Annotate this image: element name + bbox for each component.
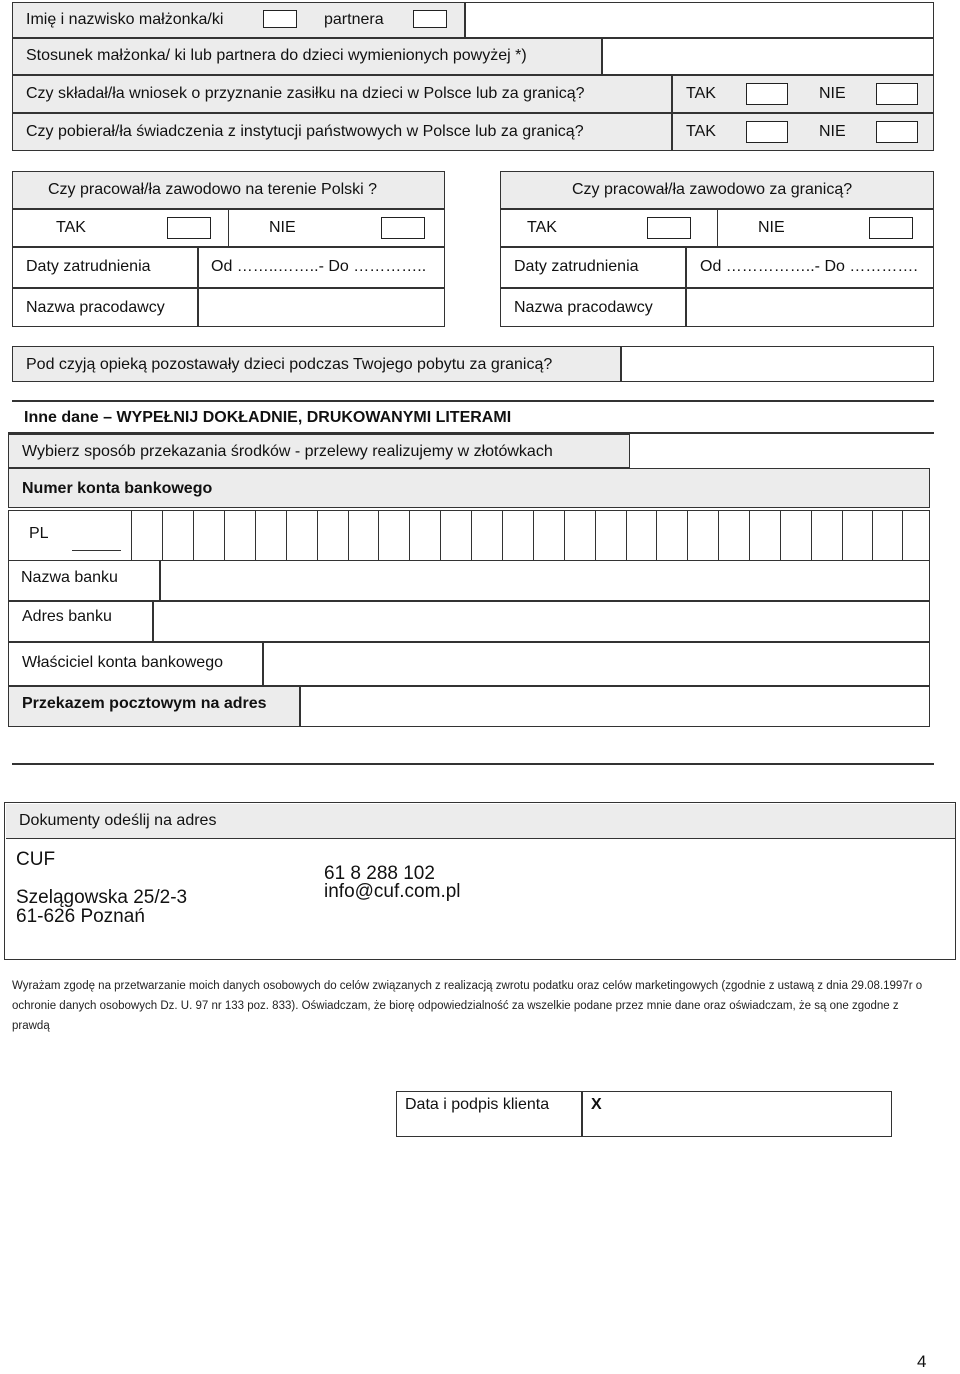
bank-name-label: Nazwa banku	[21, 569, 118, 586]
account-digit-divider	[902, 510, 903, 560]
page-number: 4	[917, 1352, 927, 1371]
received-no-label: NIE	[819, 123, 846, 140]
received-question: Czy pobierał/ła świadczenia z instytucji państwowych w Polsce lub za granicą?	[26, 123, 584, 140]
transfer-label: Wybierz sposób przekazania środków - przelewy realizujemy w złotówkach	[22, 443, 553, 460]
work-abroad-employer-label: Nazwa pracodawcy	[514, 299, 653, 316]
documents-email: info@cuf.com.pl	[324, 881, 461, 902]
work-pl-yes-checkbox[interactable]	[167, 217, 211, 239]
work-abroad-dates-label: Daty zatrudnienia	[514, 258, 639, 275]
account-digit-divider	[872, 510, 873, 560]
spouse-name-field[interactable]	[465, 2, 934, 38]
applied-question: Czy składał/ła wniosek o przyznanie zasiłku na dzieci w Polsce lub za granicą?	[26, 85, 585, 102]
other-heading-bold: WYPEŁNIJ DOKŁADNIE, DRUKOWANYMI LITERAMI	[116, 409, 512, 426]
account-digit-divider	[131, 510, 132, 560]
other-heading	[24, 410, 511, 426]
received-yes-label: TAK	[686, 123, 716, 140]
care-question: Pod czyją opieką pozostawały dzieci podczas Twojego pobytu za granicą?	[26, 356, 553, 373]
received-yes-checkbox[interactable]	[746, 121, 788, 143]
applied-yes-label: TAK	[686, 85, 716, 102]
spouse-name-label: Imię i nazwisko małżonka/ki	[26, 11, 224, 28]
applied-no-checkbox[interactable]	[876, 83, 918, 105]
applied-yes-checkbox[interactable]	[746, 83, 788, 105]
account-digit-divider	[255, 510, 256, 560]
consent-text: Wyrażam zgodę na przetwarzanie moich danych osobowych do celów związanych z realizacją zwrotu podatku oraz celów marketingowych (zgodnie z ustawą z dnia 29.08.1997r o ochronie danych osobowych Dz. U. 97 nr 133 poz. 833). Oświadczam, że biorę odpowiedzialność za wszelkie podane przez mnie dane oraz oświadczam, że są one zgodne z prawdą	[12, 980, 923, 1032]
account-digit-divider	[718, 510, 719, 560]
account-digit-divider	[378, 510, 379, 560]
work-pl-yes-label: TAK	[56, 219, 86, 236]
account-owner-label: Właściciel konta bankowego	[22, 654, 223, 671]
other-heading-prefix: Inne dane –	[24, 409, 117, 426]
divider	[717, 209, 718, 247]
section-rule	[12, 763, 934, 765]
work-abroad-no-label: NIE	[758, 219, 785, 236]
work-abroad-no-checkbox[interactable]	[869, 217, 913, 239]
section-rule	[12, 400, 934, 402]
account-digit-divider	[533, 510, 534, 560]
signature-mark: X	[591, 1096, 602, 1113]
account-digit-divider	[162, 510, 163, 560]
work-pl-employer-field[interactable]	[198, 288, 445, 327]
account-digit-divider	[811, 510, 812, 560]
account-number-row	[8, 510, 930, 560]
account-digit-divider	[656, 510, 657, 560]
account-digit-divider	[687, 510, 688, 560]
work-abroad-employer-field[interactable]	[686, 288, 934, 327]
received-no-checkbox[interactable]	[876, 121, 918, 143]
documents-label: Dokumenty odeślij na adres	[19, 812, 217, 829]
relation-label: Stosunek małżonka/ ki lub partnera do dzieci wymienionych powyżej *)	[26, 47, 527, 64]
signature-field[interactable]	[582, 1091, 892, 1137]
account-digit-divider	[780, 510, 781, 560]
account-digit-divider	[286, 510, 287, 560]
divider	[228, 209, 229, 247]
work-pl-dates-value: Od ……..……..- Do …………..	[211, 258, 427, 275]
account-digit-divider	[409, 510, 410, 560]
work-pl-no-label: NIE	[269, 219, 296, 236]
account-digit-divider	[626, 510, 627, 560]
work-pl-dates-label: Daty zatrudnienia	[26, 258, 151, 275]
account-digit-divider	[348, 510, 349, 560]
work-abroad-question: Czy pracował/ła zawodowo za granicą?	[572, 181, 853, 198]
account-owner-field[interactable]	[263, 642, 930, 686]
documents-company: CUF	[16, 849, 56, 870]
applied-no-label: NIE	[819, 85, 846, 102]
bank-address-field[interactable]	[153, 601, 930, 642]
bank-name-field[interactable]	[160, 560, 930, 601]
spouse-checkbox[interactable]	[263, 10, 297, 28]
work-pl-employer-label: Nazwa pracodawcy	[26, 299, 165, 316]
postal-address-field[interactable]	[300, 686, 930, 727]
relation-field[interactable]	[602, 38, 934, 75]
work-pl-no-checkbox[interactable]	[381, 217, 425, 239]
work-abroad-yes-checkbox[interactable]	[647, 217, 691, 239]
account-digit-divider	[193, 510, 194, 560]
account-label: Numer konta bankowego	[22, 480, 213, 497]
account-digit-divider	[317, 510, 318, 560]
work-abroad-yes-label: TAK	[527, 219, 557, 236]
partner-label: partnera	[324, 11, 384, 28]
account-digit-divider	[471, 510, 472, 560]
documents-street: Szelągowska 25/2-3	[16, 887, 188, 908]
postal-label: Przekazem pocztowym na adres	[22, 695, 267, 712]
account-digit-divider	[749, 510, 750, 560]
account-digit-divider	[502, 510, 503, 560]
documents-city: 61-626 Poznań	[16, 906, 145, 927]
partner-checkbox[interactable]	[413, 10, 447, 28]
bank-address-label: Adres banku	[22, 608, 112, 625]
account-digit-divider	[595, 510, 596, 560]
account-digit-divider	[564, 510, 565, 560]
work-abroad-dates-value: Od ……………..- Do ………….	[700, 258, 918, 275]
account-country-prefix: PL	[29, 525, 49, 542]
prefix-underline	[72, 550, 121, 551]
account-digit-divider	[440, 510, 441, 560]
documents-phone: 61 8 288 102	[324, 863, 435, 884]
account-digit-divider	[224, 510, 225, 560]
work-pl-question: Czy pracował/ła zawodowo na terenie Polski ?	[48, 181, 378, 198]
account-digit-divider	[842, 510, 843, 560]
care-answer-field[interactable]	[621, 346, 934, 382]
signature-label: Data i podpis klienta	[405, 1096, 550, 1113]
